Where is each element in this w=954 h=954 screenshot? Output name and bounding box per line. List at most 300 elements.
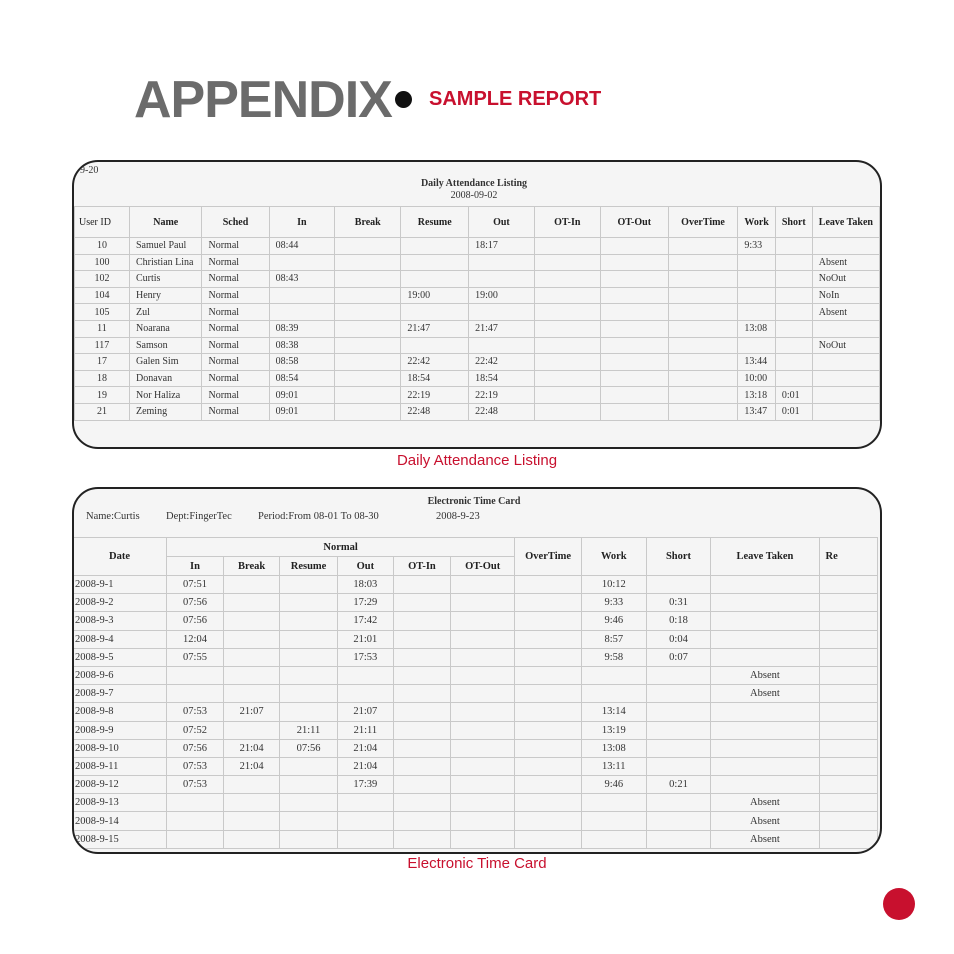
table-cell: 0:18	[646, 612, 711, 630]
table-cell	[393, 739, 450, 757]
table-cell: 07:53	[167, 757, 224, 775]
table-cell	[280, 794, 338, 812]
table-cell: Henry	[129, 287, 202, 304]
table-cell	[515, 576, 582, 594]
table-cell	[280, 576, 338, 594]
table-cell	[167, 830, 224, 848]
table-cell: 22:48	[401, 403, 469, 420]
col-short: Short	[646, 538, 711, 576]
table-cell	[812, 403, 879, 420]
table-cell: 19	[75, 387, 130, 404]
table-cell	[711, 594, 819, 612]
table-cell: Zul	[129, 304, 202, 321]
table-cell	[646, 703, 711, 721]
table-cell	[335, 387, 401, 404]
table-cell	[668, 287, 738, 304]
table-row	[75, 337, 880, 354]
table-cell	[775, 370, 812, 387]
table-cell	[335, 370, 401, 387]
table-cell: Normal	[202, 337, 269, 354]
table-cell	[534, 254, 600, 271]
table-cell	[515, 648, 582, 666]
table-cell	[600, 387, 668, 404]
table-cell	[668, 238, 738, 255]
table-cell	[775, 238, 812, 255]
table-cell	[819, 630, 878, 648]
table-cell: 18:54	[469, 370, 535, 387]
table-cell	[668, 387, 738, 404]
table-cell	[335, 354, 401, 371]
table-cell	[451, 812, 515, 830]
col-group-normal: Normal	[167, 538, 515, 557]
table-cell	[469, 304, 535, 321]
table-cell: 9:46	[581, 776, 646, 794]
column-header: Out	[337, 557, 393, 576]
table-cell	[280, 666, 338, 684]
table-cell: 13:08	[581, 739, 646, 757]
table-cell: 8:57	[581, 630, 646, 648]
table-cell: Curtis	[129, 271, 202, 288]
table-cell: Noarana	[129, 320, 202, 337]
table-cell	[515, 830, 582, 848]
table-row	[73, 648, 878, 666]
column-header: OT-Out	[451, 557, 515, 576]
table-cell	[711, 721, 819, 739]
table-cell	[335, 287, 401, 304]
table-cell	[711, 757, 819, 775]
table-cell	[393, 703, 450, 721]
table-cell: NoOut	[812, 271, 879, 288]
table-cell: Normal	[202, 238, 269, 255]
table-cell	[167, 812, 224, 830]
table-cell	[224, 812, 280, 830]
report2-title: Electronic Time Card	[427, 496, 521, 507]
table-row	[73, 612, 878, 630]
column-header: Sched	[202, 207, 269, 238]
column-header: In	[269, 207, 335, 238]
table-cell	[393, 612, 450, 630]
table-cell	[534, 287, 600, 304]
table-cell	[646, 576, 711, 594]
table-cell: Samuel Paul	[129, 238, 202, 255]
table-row	[75, 304, 880, 321]
table-cell: Donavan	[129, 370, 202, 387]
table-cell: 0:01	[775, 403, 812, 420]
table-cell	[534, 387, 600, 404]
column-header: Out	[469, 207, 535, 238]
table-cell	[812, 387, 879, 404]
table-cell	[581, 794, 646, 812]
table-cell	[711, 739, 819, 757]
column-header: Short	[775, 207, 812, 238]
table-cell	[451, 666, 515, 684]
table-cell: 2008-9-10	[73, 739, 167, 757]
table-cell	[812, 354, 879, 371]
table-row	[73, 630, 878, 648]
table-cell: 09:01	[269, 403, 335, 420]
table-cell	[280, 594, 338, 612]
table-cell: 08:54	[269, 370, 335, 387]
table-cell: 07:53	[167, 703, 224, 721]
table-cell	[335, 320, 401, 337]
table-cell	[393, 648, 450, 666]
table-cell	[819, 757, 878, 775]
table-cell	[337, 794, 393, 812]
table-cell	[224, 630, 280, 648]
table-cell: 21:07	[224, 703, 280, 721]
column-header: Work	[738, 207, 775, 238]
table-cell: 07:53	[167, 776, 224, 794]
table-cell	[646, 757, 711, 775]
table-cell	[515, 594, 582, 612]
column-header: In	[167, 557, 224, 576]
table-cell: 21:04	[224, 757, 280, 775]
table-cell	[224, 794, 280, 812]
table-cell	[819, 666, 878, 684]
report2-date: 2008-9-23	[436, 511, 480, 522]
table-cell	[646, 685, 711, 703]
table-cell: Normal	[202, 387, 269, 404]
table-cell	[393, 666, 450, 684]
table-cell	[451, 830, 515, 848]
table-cell	[469, 271, 535, 288]
table-cell	[819, 739, 878, 757]
table-cell: 0:04	[646, 630, 711, 648]
table-cell	[335, 304, 401, 321]
column-header: OT-In	[534, 207, 600, 238]
column-header: OT-In	[393, 557, 450, 576]
table-row	[73, 757, 878, 775]
table-cell	[668, 304, 738, 321]
table-cell	[534, 354, 600, 371]
table-cell	[812, 370, 879, 387]
table-cell: 22:19	[469, 387, 535, 404]
table-cell	[280, 685, 338, 703]
table-cell: 2008-9-5	[73, 648, 167, 666]
table-cell	[167, 685, 224, 703]
table-cell	[711, 612, 819, 630]
table-cell	[451, 612, 515, 630]
table-cell	[600, 254, 668, 271]
table-cell	[600, 403, 668, 420]
table-cell	[401, 271, 469, 288]
table-cell	[393, 594, 450, 612]
table-cell: 13:44	[738, 354, 775, 371]
employee-name: Name:Curtis	[86, 511, 140, 522]
table-cell	[581, 685, 646, 703]
table-cell: 21:11	[337, 721, 393, 739]
table-row	[73, 739, 878, 757]
table-cell: NoIn	[812, 287, 879, 304]
col-date: Date	[73, 538, 167, 576]
table-cell: 13:47	[738, 403, 775, 420]
table-cell	[224, 594, 280, 612]
table-cell	[534, 320, 600, 337]
table-cell: 17:39	[337, 776, 393, 794]
table-cell	[819, 612, 878, 630]
table-row	[73, 830, 878, 848]
table-cell	[393, 721, 450, 739]
daily-attendance-frame	[72, 160, 882, 449]
col-leave-taken: Leave Taken	[711, 538, 819, 576]
table-cell	[280, 630, 338, 648]
table-cell	[600, 320, 668, 337]
table-row	[73, 594, 878, 612]
table-cell: 22:42	[401, 354, 469, 371]
table-cell	[269, 304, 335, 321]
table-cell	[280, 776, 338, 794]
table-cell: 2008-9-12	[73, 776, 167, 794]
col-remark: Re	[819, 538, 878, 576]
table-cell	[819, 812, 878, 830]
table-cell	[711, 703, 819, 721]
time-card-frame	[72, 487, 882, 854]
table-cell	[337, 666, 393, 684]
page-marker-dot	[883, 888, 915, 920]
time-card-caption: Electronic Time Card	[407, 855, 547, 872]
table-cell: 08:39	[269, 320, 335, 337]
table-cell	[451, 721, 515, 739]
table-cell	[451, 630, 515, 648]
table-cell	[819, 576, 878, 594]
table-cell: 07:51	[167, 576, 224, 594]
table-cell	[224, 666, 280, 684]
table-cell	[280, 703, 338, 721]
table-cell	[534, 370, 600, 387]
table-cell	[393, 812, 450, 830]
table-cell	[515, 666, 582, 684]
table-cell: Normal	[202, 354, 269, 371]
table-cell	[167, 666, 224, 684]
table-cell: Normal	[202, 320, 269, 337]
table-cell	[581, 666, 646, 684]
table-cell	[515, 812, 582, 830]
table-cell	[600, 304, 668, 321]
table-cell	[401, 304, 469, 321]
table-cell: Normal	[202, 287, 269, 304]
table-cell: 18	[75, 370, 130, 387]
table-cell: Nor Haliza	[129, 387, 202, 404]
table-cell: 21:04	[337, 757, 393, 775]
table-cell: 9:58	[581, 648, 646, 666]
table-cell	[224, 612, 280, 630]
table-cell	[280, 648, 338, 666]
table-cell	[775, 271, 812, 288]
table-cell: 21:47	[401, 320, 469, 337]
report1-header	[354, 178, 594, 202]
table-cell: 08:58	[269, 354, 335, 371]
table-cell	[401, 238, 469, 255]
table-cell	[646, 830, 711, 848]
table-cell: 08:44	[269, 238, 335, 255]
table-cell: Normal	[202, 403, 269, 420]
table-cell: 08:38	[269, 337, 335, 354]
table-cell	[738, 254, 775, 271]
table-cell	[280, 812, 338, 830]
table-cell	[646, 794, 711, 812]
table-cell: 22:19	[401, 387, 469, 404]
table-cell: Normal	[202, 370, 269, 387]
table-row	[75, 271, 880, 288]
table-cell	[668, 354, 738, 371]
table-row	[73, 721, 878, 739]
table-cell: 2008-9-6	[73, 666, 167, 684]
table-cell	[269, 254, 335, 271]
table-cell	[337, 685, 393, 703]
table-cell	[819, 685, 878, 703]
table-row	[73, 776, 878, 794]
table-cell	[515, 739, 582, 757]
table-cell: 9:33	[581, 594, 646, 612]
table-cell: Normal	[202, 254, 269, 271]
table-cell	[646, 721, 711, 739]
table-cell	[469, 337, 535, 354]
table-row	[75, 320, 880, 337]
table-cell	[451, 757, 515, 775]
bullet-icon	[395, 91, 412, 108]
col-work: Work	[581, 538, 646, 576]
table-cell: Christian Lina	[129, 254, 202, 271]
column-header: User ID	[75, 207, 130, 238]
table-row	[75, 354, 880, 371]
table-cell	[812, 238, 879, 255]
table-cell: 07:56	[167, 594, 224, 612]
column-header: Resume	[401, 207, 469, 238]
table-cell: 100	[75, 254, 130, 271]
table-cell	[534, 304, 600, 321]
table-cell	[515, 776, 582, 794]
table-cell	[335, 254, 401, 271]
table-cell	[451, 739, 515, 757]
table-cell	[337, 812, 393, 830]
table-cell: 10:12	[581, 576, 646, 594]
table-cell	[775, 320, 812, 337]
table-cell	[775, 254, 812, 271]
table-cell	[819, 776, 878, 794]
table-cell: 21:11	[280, 721, 338, 739]
table-cell: 21:04	[337, 739, 393, 757]
table-cell	[515, 794, 582, 812]
report1-title: Daily Attendance Listing	[420, 178, 528, 189]
table-cell: 18:54	[401, 370, 469, 387]
table-cell: 21:47	[469, 320, 535, 337]
table-cell: Absent	[711, 685, 819, 703]
table-cell: 10:00	[738, 370, 775, 387]
table-cell	[600, 238, 668, 255]
table-cell: 09:01	[269, 387, 335, 404]
table-cell	[224, 721, 280, 739]
table-cell: 07:56	[167, 612, 224, 630]
table-cell: Absent	[812, 304, 879, 321]
table-cell: 105	[75, 304, 130, 321]
table-cell	[451, 648, 515, 666]
table-cell: NoOut	[812, 337, 879, 354]
table-row	[75, 238, 880, 255]
table-cell	[515, 630, 582, 648]
table-cell	[337, 830, 393, 848]
table-cell: 0:07	[646, 648, 711, 666]
table-cell	[668, 403, 738, 420]
table-cell	[819, 794, 878, 812]
table-cell: 19:00	[401, 287, 469, 304]
table-cell: 0:01	[775, 387, 812, 404]
table-cell	[224, 830, 280, 848]
table-cell	[600, 354, 668, 371]
table-cell	[393, 794, 450, 812]
table-cell	[393, 576, 450, 594]
table-cell	[451, 703, 515, 721]
table-cell: 18:03	[337, 576, 393, 594]
table-cell	[335, 271, 401, 288]
table-row	[73, 703, 878, 721]
table-cell: 07:55	[167, 648, 224, 666]
time-card-table	[72, 537, 878, 849]
table-cell: 17	[75, 354, 130, 371]
table-cell: 21:01	[337, 630, 393, 648]
table-cell	[224, 576, 280, 594]
table-cell: 17:29	[337, 594, 393, 612]
table-cell: 13:08	[738, 320, 775, 337]
table-cell	[646, 812, 711, 830]
sample-report-subtitle: SAMPLE REPORT	[429, 88, 602, 110]
table-cell	[451, 776, 515, 794]
table-cell	[515, 757, 582, 775]
table-cell	[738, 271, 775, 288]
table-cell	[280, 830, 338, 848]
table-cell	[711, 648, 819, 666]
table-cell	[600, 271, 668, 288]
table-cell: 2008-9-7	[73, 685, 167, 703]
table-cell	[775, 337, 812, 354]
table-cell	[711, 630, 819, 648]
table-cell: Galen Sim	[129, 354, 202, 371]
table-cell	[819, 648, 878, 666]
table-cell: 102	[75, 271, 130, 288]
table-cell: 11	[75, 320, 130, 337]
col-overtime: OverTime	[515, 538, 582, 576]
table-cell: Zeming	[129, 403, 202, 420]
table-cell	[534, 403, 600, 420]
table-cell	[711, 576, 819, 594]
table-cell	[819, 594, 878, 612]
table-cell: 104	[75, 287, 130, 304]
table-cell: 18:17	[469, 238, 535, 255]
table-cell: Normal	[202, 271, 269, 288]
column-header: OT-Out	[600, 207, 668, 238]
table-cell	[167, 794, 224, 812]
table-cell	[738, 304, 775, 321]
table-cell	[775, 354, 812, 371]
table-cell: 0:31	[646, 594, 711, 612]
report1-date: 2008-09-02	[450, 190, 498, 201]
table-cell	[280, 757, 338, 775]
table-cell: 2008-9-15	[73, 830, 167, 848]
table-cell	[515, 612, 582, 630]
table-cell: 07:52	[167, 721, 224, 739]
table-cell	[393, 776, 450, 794]
table-row	[75, 387, 880, 404]
table-cell: 21:07	[337, 703, 393, 721]
table-cell: 17:53	[337, 648, 393, 666]
table-cell: 07:56	[167, 739, 224, 757]
table-cell	[668, 337, 738, 354]
table-cell	[646, 666, 711, 684]
table-cell	[600, 287, 668, 304]
table-cell: Absent	[711, 794, 819, 812]
table-row	[73, 794, 878, 812]
table-cell: 0:21	[646, 776, 711, 794]
table-cell: 2008-9-14	[73, 812, 167, 830]
